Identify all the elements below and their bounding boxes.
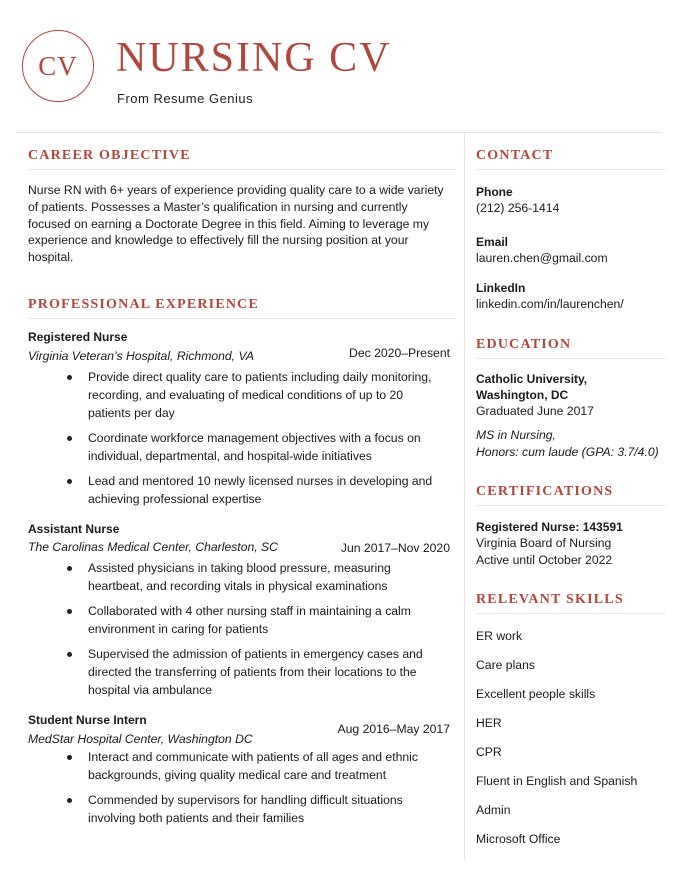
linkedin-link[interactable]: linkedin.com/in/laurenchen/ [476, 297, 624, 311]
honors: Honors: cum laude (GPA: 3.7/4.0) [476, 445, 659, 459]
resume-header [0, 0, 680, 132]
job-dates: Aug 2016–May 2017 [337, 721, 450, 736]
experience-section [28, 297, 452, 827]
job-employer: Virginia Veteran’s Hospital, Richmond, VA [28, 348, 255, 363]
job-title: Assistant Nurse [28, 521, 120, 536]
linkedin-label: LinkedIn [476, 281, 526, 295]
skills-heading: RELEVANT SKILLS [476, 592, 666, 614]
job-employer: The Carolinas Medical Center, Charleston, SC [28, 539, 278, 554]
career-objective-section [28, 148, 452, 266]
education-section [476, 337, 662, 461]
phone-label: Phone [476, 185, 513, 199]
bullet-item: Lead and mentored 10 newly licensed nurses in developing and achieving professional expertise [88, 472, 452, 508]
graduation-date: Graduated June 2017 [476, 404, 594, 418]
skills-section [476, 592, 662, 860]
education-heading: EDUCATION [476, 337, 666, 359]
skill-item: Microsoft Office [476, 832, 561, 846]
experience-heading: PROFESSIONAL EXPERIENCE [28, 297, 456, 319]
bullet-item: Assisted physicians in taking blood pressure, measuring heartbeat, and recording vitals in physical examinations [88, 559, 452, 595]
certifications-section [476, 484, 662, 569]
skill-item: Fluent in English and Spanish [476, 774, 638, 788]
job-dates: Dec 2020–Present [349, 345, 450, 360]
skill-item: HER [476, 716, 502, 730]
degree: MS in Nursing, [476, 428, 556, 442]
skill-item: ER work [476, 629, 523, 643]
bullet-item: Collaborated with 4 other nursing staff in maintaining a calm environment in caring for patients [88, 602, 452, 638]
certification-issuer: Virginia Board of Nursing [476, 536, 612, 550]
job-bullets [28, 748, 452, 827]
bullet-item: Interact and communicate with patients of all ages and ethnic backgrounds, giving quality medical care and treatment [88, 748, 452, 784]
monogram-badge: CV [22, 30, 94, 102]
bullet-item: Coordinate workforce management objectives with a focus on individual, departmental, and hospital-wide initiatives [88, 429, 452, 465]
header-divider [16, 132, 662, 133]
column-divider [464, 132, 465, 860]
job-employer: MedStar Hospital Center, Washington DC [28, 731, 253, 746]
certification-name: Registered Nurse: 143591 [476, 520, 623, 534]
job-bullets [28, 559, 452, 699]
skill-item: Excellent people skills [476, 687, 596, 701]
job-entry [28, 712, 452, 827]
sidebar-column [476, 148, 662, 860]
bullet-item: Supervised the admission of patients in emergency cases and directed the transferring of patients from their locations to the hospital via ambulance [88, 645, 452, 699]
contact-heading: CONTACT [476, 148, 666, 170]
page-title: NURSING CV [116, 35, 392, 81]
job-bullets [28, 368, 452, 508]
skill-item: CPR [476, 745, 502, 759]
main-column [28, 148, 452, 834]
contact-section [476, 148, 662, 313]
certifications-heading: CERTIFICATIONS [476, 484, 666, 506]
skill-item: Care plans [476, 658, 535, 672]
skill-item: Admin [476, 803, 511, 817]
bullet-item: Commended by supervisors for handling difficult situations involving both patients and their families [88, 791, 452, 827]
job-entry [28, 329, 452, 508]
email-link[interactable]: lauren.chen@gmail.com [476, 251, 608, 265]
page-subtitle: From Resume Genius [117, 91, 254, 106]
bullet-item: Provide direct quality care to patients including daily monitoring, recording, and evaluating of medical conditions of up to 20 patients per day [88, 368, 452, 422]
certification-status: Active until October 2022 [476, 553, 613, 567]
school-name: Catholic University, Washington, DC [476, 372, 588, 402]
career-objective-heading: CAREER OBJECTIVE [28, 148, 456, 170]
job-title: Student Nurse Intern [28, 712, 147, 727]
career-objective-text: Nurse RN with 6+ years of experience providing quality care to a wide variety of patients. Possesses a Master’s qualification in nursing and currently focused on earning a Doctorate Degree in this field. Aiming to leverage my experience and knowledge to effectively fill the nursing position at your hospital. [28, 183, 444, 265]
email-label: Email [476, 235, 509, 249]
phone-value: (212) 256-1414 [476, 201, 560, 215]
job-title: Registered Nurse [28, 329, 128, 344]
job-dates: Jun 2017–Nov 2020 [340, 540, 450, 555]
job-entry [28, 521, 452, 699]
